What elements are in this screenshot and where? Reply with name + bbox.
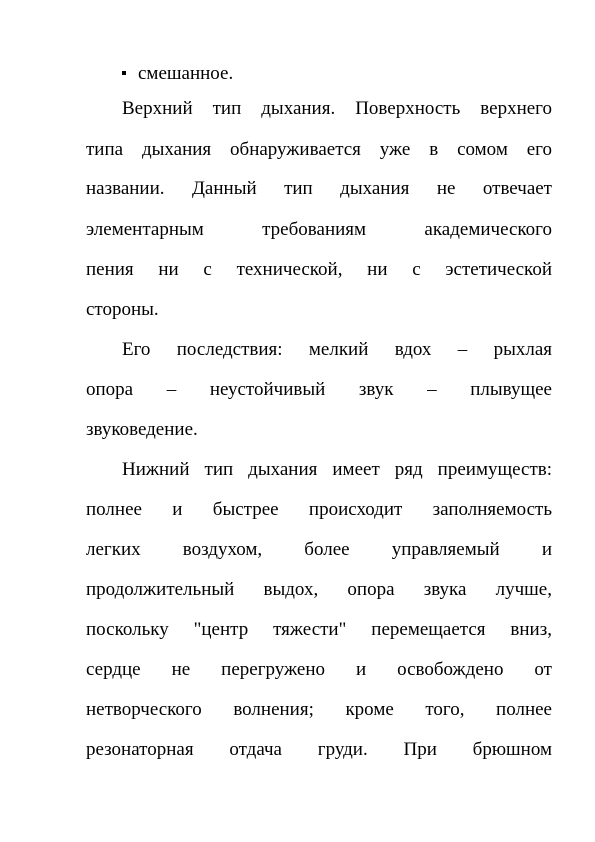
paragraph-2-line-3: звуковедение. [86, 419, 198, 440]
paragraph-3-line-8: резонаторная отдача груди. При брюшном [86, 739, 552, 760]
paragraph-3-line-5: поскольку "центр тяжести" перемещается вниз, [86, 619, 552, 640]
paragraph-3-line-1: Нижний тип дыхания имеет ряд преимуществ: [122, 459, 552, 480]
paragraph-1-line-6: стороны. [86, 299, 159, 320]
paragraph-3-line-6: сердце не перегружено и освобождено от [86, 659, 552, 680]
paragraph-1-line-2: типа дыхания обнаруживается уже в сомом его [86, 139, 552, 160]
paragraph-1-line-3: названии. Данный тип дыхания не отвечает [86, 178, 552, 199]
paragraph-3-line-7: нетворческого волнения; кроме того, полнее [86, 699, 552, 720]
bullet-item-text: смешанное. [138, 63, 234, 84]
paragraph-2-line-1: Его последствия: мелкий вдох – рыхлая [122, 339, 552, 360]
bullet-list-item [122, 62, 522, 86]
paragraph-3-line-2: полнее и быстрее происходит заполняемость [86, 499, 552, 520]
paragraph-3-line-3: легких воздухом, более управляемый и [86, 539, 552, 560]
paragraph-1-line-4: элементарным требованиям академического [86, 219, 552, 240]
paragraph-2-line-2: опора – неустойчивый звук – плывущее [86, 379, 552, 400]
paragraph-1-line-1: Верхний тип дыхания. Поверхность верхнего [122, 98, 552, 119]
paragraph-1-line-5: пения ни с технической, ни с эстетической [86, 259, 552, 280]
bullet-icon [122, 71, 126, 75]
paragraph-3-line-4: продолжительный выдох, опора звука лучше, [86, 579, 552, 600]
